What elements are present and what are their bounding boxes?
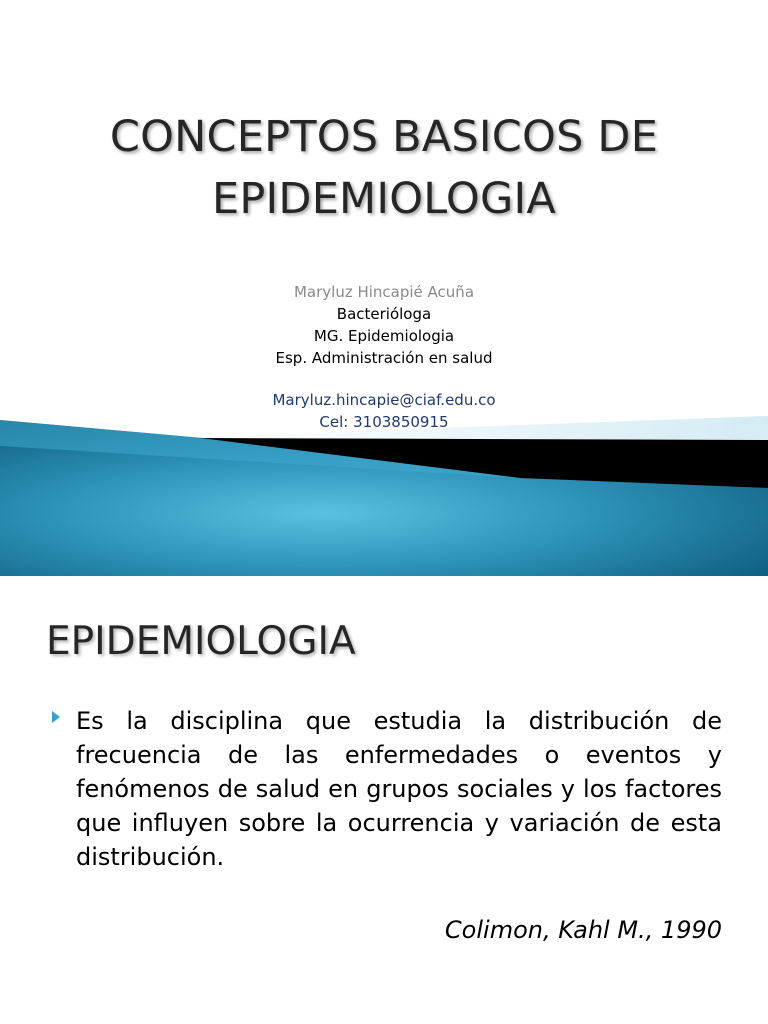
triangle-right-icon bbox=[52, 711, 60, 723]
slide-title bbox=[40, 106, 728, 230]
author-email: Maryluz.hincapie@ciaf.edu.co bbox=[272, 391, 496, 409]
title-line-2: EPIDEMIOLOGIA bbox=[212, 174, 556, 224]
bullet-item bbox=[52, 704, 722, 874]
author-name: Maryluz Hincapié Acuña bbox=[293, 283, 475, 301]
title-line-1: CONCEPTOS BASICOS DE bbox=[109, 112, 659, 162]
citation: Colimon, Kahl M., 1990 bbox=[444, 916, 722, 944]
author-degree: MG. Epidemiologia bbox=[313, 327, 455, 345]
definition-slide bbox=[0, 576, 768, 1024]
author-phone: Cel: 3103850915 bbox=[319, 413, 449, 431]
bullet-text: Es la disciplina que estudia la distribución de frecuencia de las enfermedades o eventos y fenómenos de salud en grupos sociales y los factores que influyen sobre la ocurrencia y variación de esta distribución. bbox=[76, 707, 722, 871]
band-pale-strip bbox=[220, 416, 768, 440]
decorative-wave-band bbox=[0, 416, 768, 576]
author-specialization: Esp. Administración en salud bbox=[275, 349, 493, 367]
author-info bbox=[0, 281, 768, 433]
author-spacer bbox=[0, 369, 768, 389]
slide-heading: EPIDEMIOLOGIA bbox=[46, 619, 356, 664]
author-profession: Bacterióloga bbox=[336, 305, 432, 323]
